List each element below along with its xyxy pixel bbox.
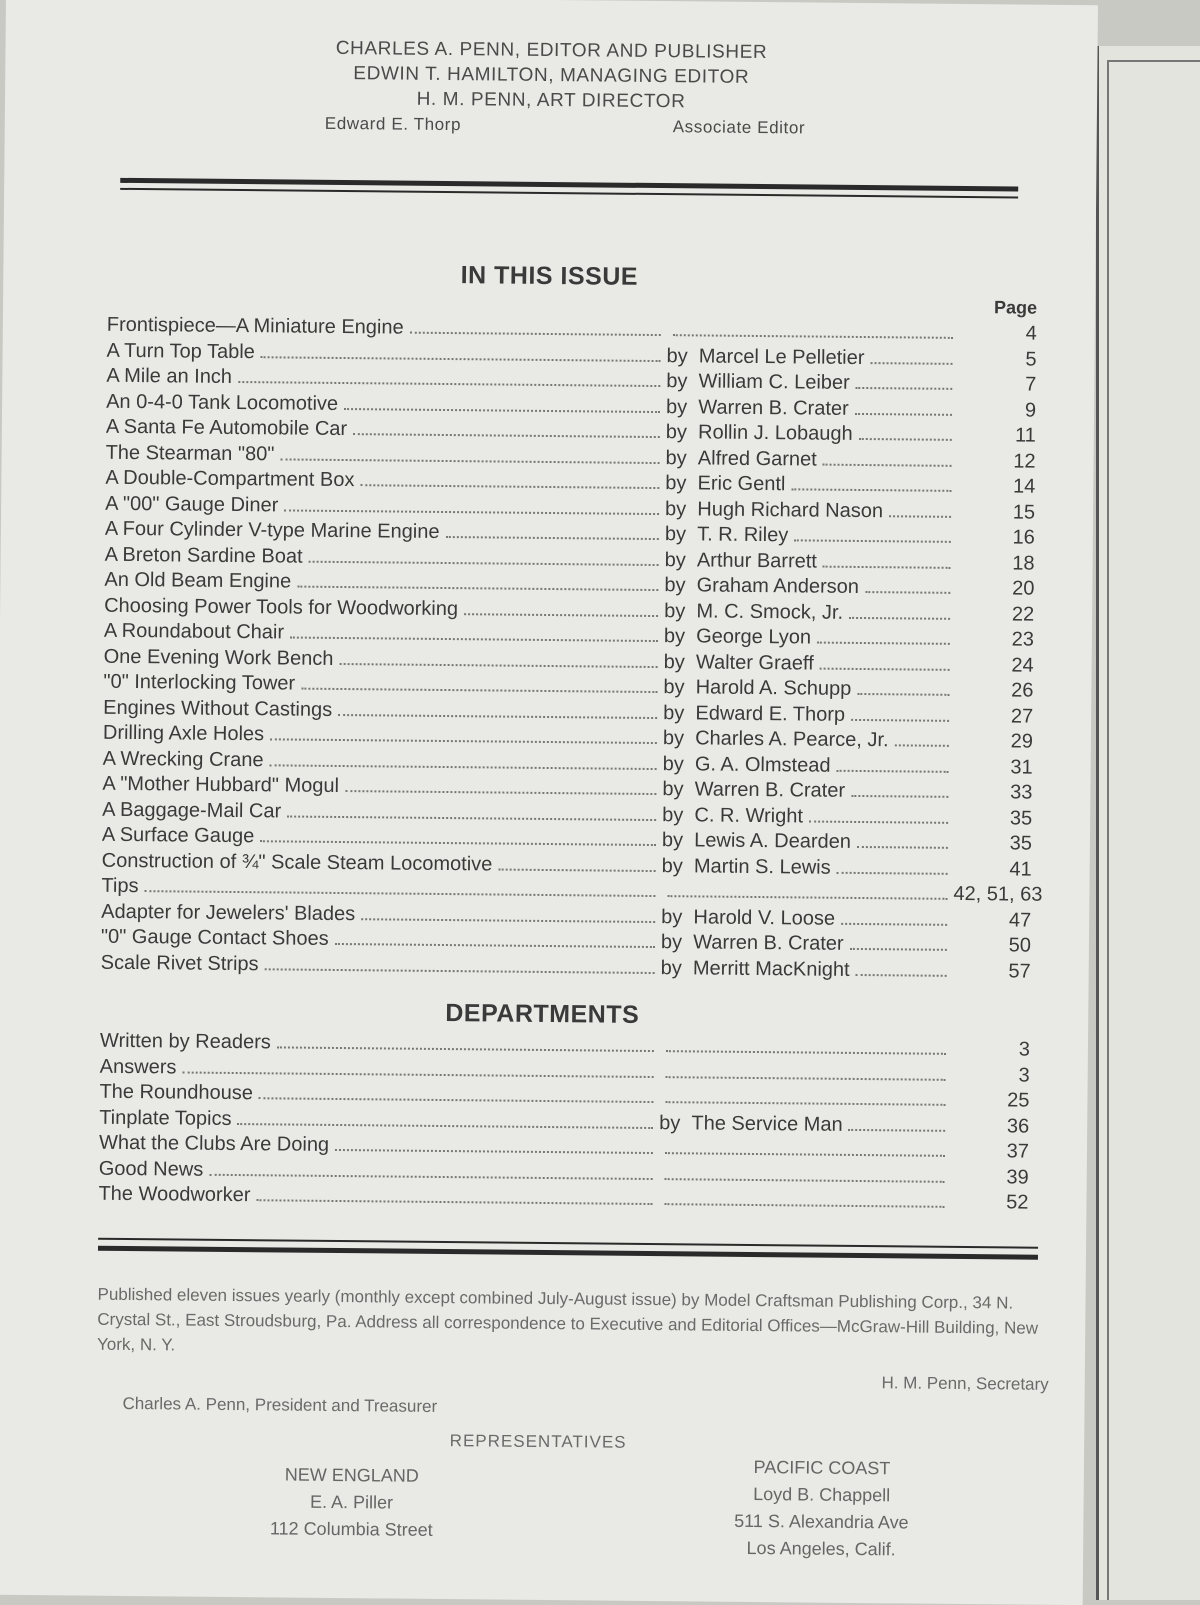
toc-entry-author: Graham Anderson (696, 574, 860, 598)
toc-entry-title: Drilling Axle Holes (102, 721, 265, 746)
toc-entry-title: A "00" Gauge Diner (105, 492, 279, 516)
dot-leader (823, 565, 951, 568)
dot-leader (665, 1152, 945, 1157)
masthead-editor: CHARLES A. PENN, EDITOR AND PUBLISHER (335, 37, 768, 64)
toc-entry-page: 22 (1011, 602, 1035, 626)
by-word: by (661, 829, 684, 852)
toc-entry-title: A Santa Fe Automobile Car (105, 415, 348, 441)
toc-entry-byline (666, 396, 958, 422)
toc-entry-page: 50 (1008, 934, 1032, 957)
dot-leader (817, 642, 950, 645)
toc-entry-title: A Mile an Inch (106, 364, 233, 388)
toc-entry-byline (663, 727, 955, 753)
dot-leader (237, 1123, 653, 1129)
rep-new-england-name: E. A. Piller (309, 1491, 394, 1513)
dot-leader (673, 334, 953, 339)
dot-leader (259, 1097, 654, 1103)
dot-leader (297, 586, 658, 591)
toc-entry-page: 16 (1012, 526, 1035, 549)
toc-entry-title: Frontispiece—A Miniature Engine (106, 313, 404, 339)
toc-entry-byline (664, 600, 956, 626)
toc-entry-author: Alfred Garnet (697, 446, 817, 471)
dot-leader (851, 718, 949, 721)
toc-entry-title: Scale Rivet Strips (100, 951, 259, 975)
toc-entry-author: Hugh Richard Nason (697, 497, 884, 522)
toc-entry-byline (666, 345, 958, 371)
toc-entry-byline (660, 1076, 952, 1087)
dot-leader (261, 356, 661, 362)
by-word: by (665, 472, 687, 495)
rep-pacific-city: Los Angeles, Calif. (746, 1537, 896, 1560)
by-word: by (661, 905, 683, 928)
dot-leader (270, 738, 657, 744)
dot-leader (837, 871, 948, 874)
toc-entry-author: Edward E. Thorp (695, 701, 846, 726)
toc-entry-author: Merritt MacKnight (692, 956, 850, 981)
contents-heading: IN THIS ISSUE (460, 261, 639, 291)
toc-entry-byline (665, 498, 957, 524)
by-word: by (661, 854, 683, 877)
toc-entry-byline (662, 778, 954, 804)
toc-entry-title: Construction of ¾" Scale Steam Locomotive (101, 849, 493, 875)
toc-entry-page: 15 (1012, 500, 1036, 524)
dot-leader (361, 918, 655, 923)
toc-entry-byline (665, 447, 957, 473)
toc-entry-title: "0" Gauge Contact Shoes (100, 925, 329, 950)
toc-entry-title: Tinplate Topics (99, 1106, 232, 1130)
toc-entry-page: 12 (1013, 449, 1036, 473)
secretary-line: H. M. Penn, Secretary (881, 1373, 1049, 1394)
toc-entry-author: George Lyon (696, 625, 812, 649)
by-word: by (660, 931, 683, 954)
rep-pacific-name: Loyd B. Chappell (753, 1483, 891, 1506)
toc-entry-page: 23 (1011, 628, 1034, 651)
toc-entry-title: Engines Without Castings (103, 696, 333, 721)
dot-leader (857, 693, 949, 696)
toc-entry-page: 27 (1010, 704, 1034, 728)
toc-entry-page: 35 (1009, 806, 1033, 830)
by-word: by (662, 752, 684, 775)
toc-entry-byline (662, 829, 954, 855)
toc-entry-byline (664, 651, 956, 677)
toc-entry-author: William C. Leiber (698, 370, 850, 394)
toc-entry-author: Eric Gentl (697, 472, 786, 496)
toc-entry-byline (665, 472, 957, 498)
toc-entry-page: 20 (1012, 577, 1035, 600)
toc-entry-title: A Surface Gauge (101, 823, 255, 848)
toc-entry-author: C. R. Wright (694, 803, 804, 827)
toc-entry-page: 42, 51, 63 (953, 882, 1043, 906)
dot-leader (260, 840, 656, 846)
rep-pacific-region: PACIFIC COAST (753, 1457, 891, 1479)
dot-leader (849, 616, 950, 619)
dot-leader (841, 922, 947, 925)
dot-leader (287, 815, 656, 821)
toc-entry-page: 5 (1025, 348, 1037, 371)
toc-entry-byline (663, 753, 955, 779)
toc-entry-author: Rollin J. Lobaugh (698, 421, 853, 445)
toc-entry-title: A Breton Sardine Boat (104, 543, 303, 568)
dot-leader (345, 790, 656, 795)
dot-leader (794, 539, 951, 543)
dot-leader (809, 820, 948, 823)
dot-leader (360, 484, 659, 489)
toc-entry-title: An Old Beam Engine (104, 568, 292, 593)
masthead-art-director: H. M. PENN, ART DIRECTOR (416, 88, 686, 113)
toc-entry-author: Marcel Le Pelletier (698, 344, 865, 369)
dot-leader (665, 1101, 945, 1106)
bottom-rule (98, 1246, 1038, 1260)
toc-entry-title: A Baggage-Mail Car (102, 798, 282, 822)
toc-entry-byline (659, 1112, 951, 1138)
toc-entry-byline (665, 523, 957, 549)
dot-leader (335, 943, 655, 948)
toc-entry-title: Answers (99, 1055, 177, 1078)
toc-entry-author: Warren B. Crater (693, 931, 844, 955)
rep-pacific-address: 511 S. Alexandria Ave (734, 1510, 909, 1533)
publication-notice: Published eleven issues yearly (monthly except combined July-August issue) by Model Craftsman Publishing Corp., 34 N. Crystal St., East Stroudsburg, Pa. Address all correspondence to Executive and Editorial Offices—McGraw-Hill Building, New York, N. Y. (96, 1284, 1039, 1355)
toc-entry-byline (666, 421, 958, 447)
toc-entry-title: What the Clubs Are Doing (98, 1131, 330, 1156)
dot-leader (144, 890, 655, 897)
dot-leader (339, 662, 657, 667)
toc-entry-byline (661, 895, 953, 906)
by-word: by (659, 1111, 681, 1134)
toc-entry-byline (659, 1178, 951, 1189)
by-word: by (662, 803, 684, 826)
toc-entry-author: The Service Man (691, 1111, 843, 1136)
by-word: by (663, 650, 685, 673)
masthead-managing-editor: EDWIN T. HAMILTON, MANAGING EDITOR (353, 63, 750, 88)
toc-entry-byline (664, 625, 956, 651)
toc-entry-page: 57 (1008, 959, 1031, 983)
associate-editor-title: Associate Editor (672, 117, 806, 138)
dot-leader (856, 973, 947, 976)
toc-entry-byline (663, 702, 955, 728)
president-line: Charles A. Penn, President and Treasurer (122, 1393, 438, 1416)
toc-entry-page: 25 (1007, 1089, 1030, 1112)
dot-leader (344, 408, 660, 413)
by-word: by (664, 548, 686, 571)
toc-entry-byline (659, 1152, 951, 1163)
dot-leader (849, 1128, 946, 1131)
dot-leader (464, 613, 658, 617)
dot-leader (865, 591, 950, 594)
dot-leader (338, 713, 657, 718)
toc-entry-title: One Evening Work Bench (103, 645, 334, 670)
toc-entry-byline (662, 804, 954, 830)
dot-leader (823, 463, 952, 466)
dot-leader (666, 1050, 946, 1055)
by-word: by (662, 727, 685, 750)
toc-entry-page: 9 (1024, 399, 1037, 422)
toc-entry-page: 18 (1012, 551, 1035, 575)
dot-leader (309, 560, 659, 565)
dot-leader (209, 1173, 652, 1179)
dot-leader (445, 536, 658, 540)
toc-entry-author: Charles A. Pearce, Jr. (695, 727, 889, 752)
dot-leader (335, 1149, 653, 1154)
toc-entry-byline (658, 1203, 950, 1214)
toc-entry-page: 37 (1006, 1140, 1030, 1163)
toc-entry-title: The Roundhouse (99, 1080, 254, 1105)
rep-new-england-region: NEW ENGLAND (284, 1464, 419, 1486)
toc-entry-page: 33 (1010, 781, 1033, 804)
dot-leader (667, 895, 947, 900)
dot-leader (664, 1203, 944, 1208)
dot-leader (856, 387, 953, 390)
dot-leader (269, 764, 656, 770)
toc-entry-author: T. R. Riley (697, 523, 789, 547)
toc-entry-author: Lewis A. Dearden (694, 829, 852, 853)
by-word: by (665, 497, 687, 520)
toc-entry-title: The Stearman "80" (105, 441, 275, 465)
toc-entry-author: Martin S. Lewis (693, 854, 831, 879)
toc-entry-page: 26 (1011, 679, 1034, 702)
adjacent-page-edge (1096, 46, 1200, 1600)
toc-entry-byline (661, 906, 953, 932)
toc-entry-page: 7 (1025, 373, 1037, 396)
dot-leader (859, 438, 952, 441)
dot-leader (410, 332, 661, 336)
dot-leader (857, 846, 948, 849)
rep-pacific-coast (691, 1453, 952, 1563)
by-word: by (663, 676, 685, 699)
dot-leader (666, 1076, 946, 1081)
toc-entry-title: A Roundabout Chair (103, 619, 285, 644)
toc-entry-page: 3 (1018, 1064, 1030, 1087)
toc-entry-author: Walter Graeff (695, 650, 814, 675)
toc-entry-author: Arthur Barrett (696, 548, 818, 573)
by-word: by (662, 778, 684, 801)
toc-entry-title: An 0-4-0 Tank Locomotive (106, 390, 339, 415)
toc-entry-title: A "Mother Hubbard" Mogul (102, 772, 340, 797)
by-word: by (665, 395, 688, 418)
toc-entry-page: 31 (1010, 755, 1033, 779)
by-word: by (663, 625, 686, 648)
by-word: by (665, 421, 688, 444)
rep-new-england-address: 112 Columbia Street (269, 1518, 433, 1540)
toc-entry-title: Good News (98, 1157, 204, 1181)
dot-leader (277, 1046, 654, 1052)
toc-entry-title: A Wrecking Crane (102, 747, 264, 771)
dot-leader (855, 412, 952, 415)
departments-list (98, 1030, 1030, 1217)
dot-leader (665, 1178, 945, 1183)
dot-leader (280, 458, 659, 464)
dot-leader (498, 868, 655, 872)
toc-entry-title: A Turn Top Table (106, 339, 255, 363)
page-column-label: Page (993, 297, 1038, 318)
by-word: by (666, 370, 688, 393)
dot-leader (850, 948, 947, 951)
dot-leader (791, 488, 951, 492)
toc-entry-byline (667, 334, 959, 345)
toc-entry-page: 14 (1012, 475, 1036, 498)
toc-entry-title: Tips (101, 874, 139, 898)
by-word: by (663, 701, 685, 724)
toc-entry-author: Warren B. Crater (694, 778, 846, 802)
representatives-heading: REPRESENTATIVES (449, 1431, 627, 1452)
dot-leader (256, 1199, 652, 1205)
by-word: by (664, 599, 686, 622)
by-word: by (660, 956, 682, 979)
toc-entry-byline (660, 1050, 952, 1061)
toc-entry-title: A Double-Compartment Box (105, 466, 355, 492)
dot-leader (301, 688, 657, 693)
toc-entry-page: 52 (1006, 1191, 1029, 1214)
contents-list (100, 313, 1043, 986)
toc-entry-title: Choosing Power Tools for Woodworking (104, 594, 459, 620)
toc-entry-title: Adapter for Jewelers' Blades (101, 900, 356, 925)
toc-entry-page: 41 (1009, 857, 1032, 881)
toc-entry-title: The Woodworker (98, 1182, 251, 1207)
rep-new-england (241, 1461, 462, 1544)
toc-entry-author: Harold V. Loose (693, 905, 836, 930)
by-word: by (664, 574, 686, 597)
toc-entry-byline (666, 370, 958, 396)
by-word: by (664, 523, 687, 546)
toc-entry-page: 29 (1010, 730, 1034, 753)
toc-entry-title: "0" Interlocking Tower (103, 670, 296, 695)
toc-entry-author: M. C. Smock, Jr. (696, 599, 844, 624)
toc-entry-page: 4 (1025, 322, 1037, 345)
associate-editor-name: Edward E. Thorp (324, 113, 462, 135)
by-word: by (665, 446, 687, 469)
toc-entry-byline (664, 574, 956, 600)
departments-heading: DEPARTMENTS (445, 999, 640, 1029)
toc-entry-byline (661, 931, 953, 957)
toc-entry-title: Written by Readers (99, 1029, 271, 1054)
toc-entry-page: 11 (1014, 424, 1036, 447)
toc-entry-byline (663, 676, 955, 702)
toc-entry-byline (661, 957, 953, 983)
by-word: by (666, 344, 688, 367)
dot-leader (851, 795, 948, 798)
toc-entry-page: 35 (1009, 832, 1033, 855)
dot-leader (870, 362, 952, 365)
dot-leader (265, 968, 655, 974)
toc-entry-byline (665, 549, 957, 575)
dot-leader (182, 1071, 653, 1078)
dot-leader (836, 769, 948, 772)
dot-leader (290, 637, 658, 643)
dot-leader (889, 515, 951, 518)
toc-entry-page: 47 (1008, 908, 1032, 932)
masthead (5, 33, 1098, 143)
toc-entry-author: Warren B. Crater (698, 395, 849, 420)
toc-entry-author: G. A. Olmstead (694, 752, 831, 777)
toc-entry-byline (662, 855, 954, 881)
toc-entry-byline (659, 1101, 951, 1112)
dot-leader (238, 381, 660, 387)
toc-entry-page: 3 (1018, 1038, 1031, 1061)
toc-entry-page: 39 (1006, 1165, 1029, 1189)
dot-leader (353, 433, 660, 438)
dot-leader (284, 509, 659, 515)
toc-entry-author: Harold A. Schupp (695, 676, 852, 700)
dot-leader (820, 667, 950, 670)
toc-entry-page: 24 (1011, 653, 1034, 677)
dot-leader (895, 744, 949, 747)
toc-entry-page: 36 (1006, 1114, 1030, 1138)
toc-entry-title: A Four Cylinder V-type Marine Engine (104, 517, 440, 543)
